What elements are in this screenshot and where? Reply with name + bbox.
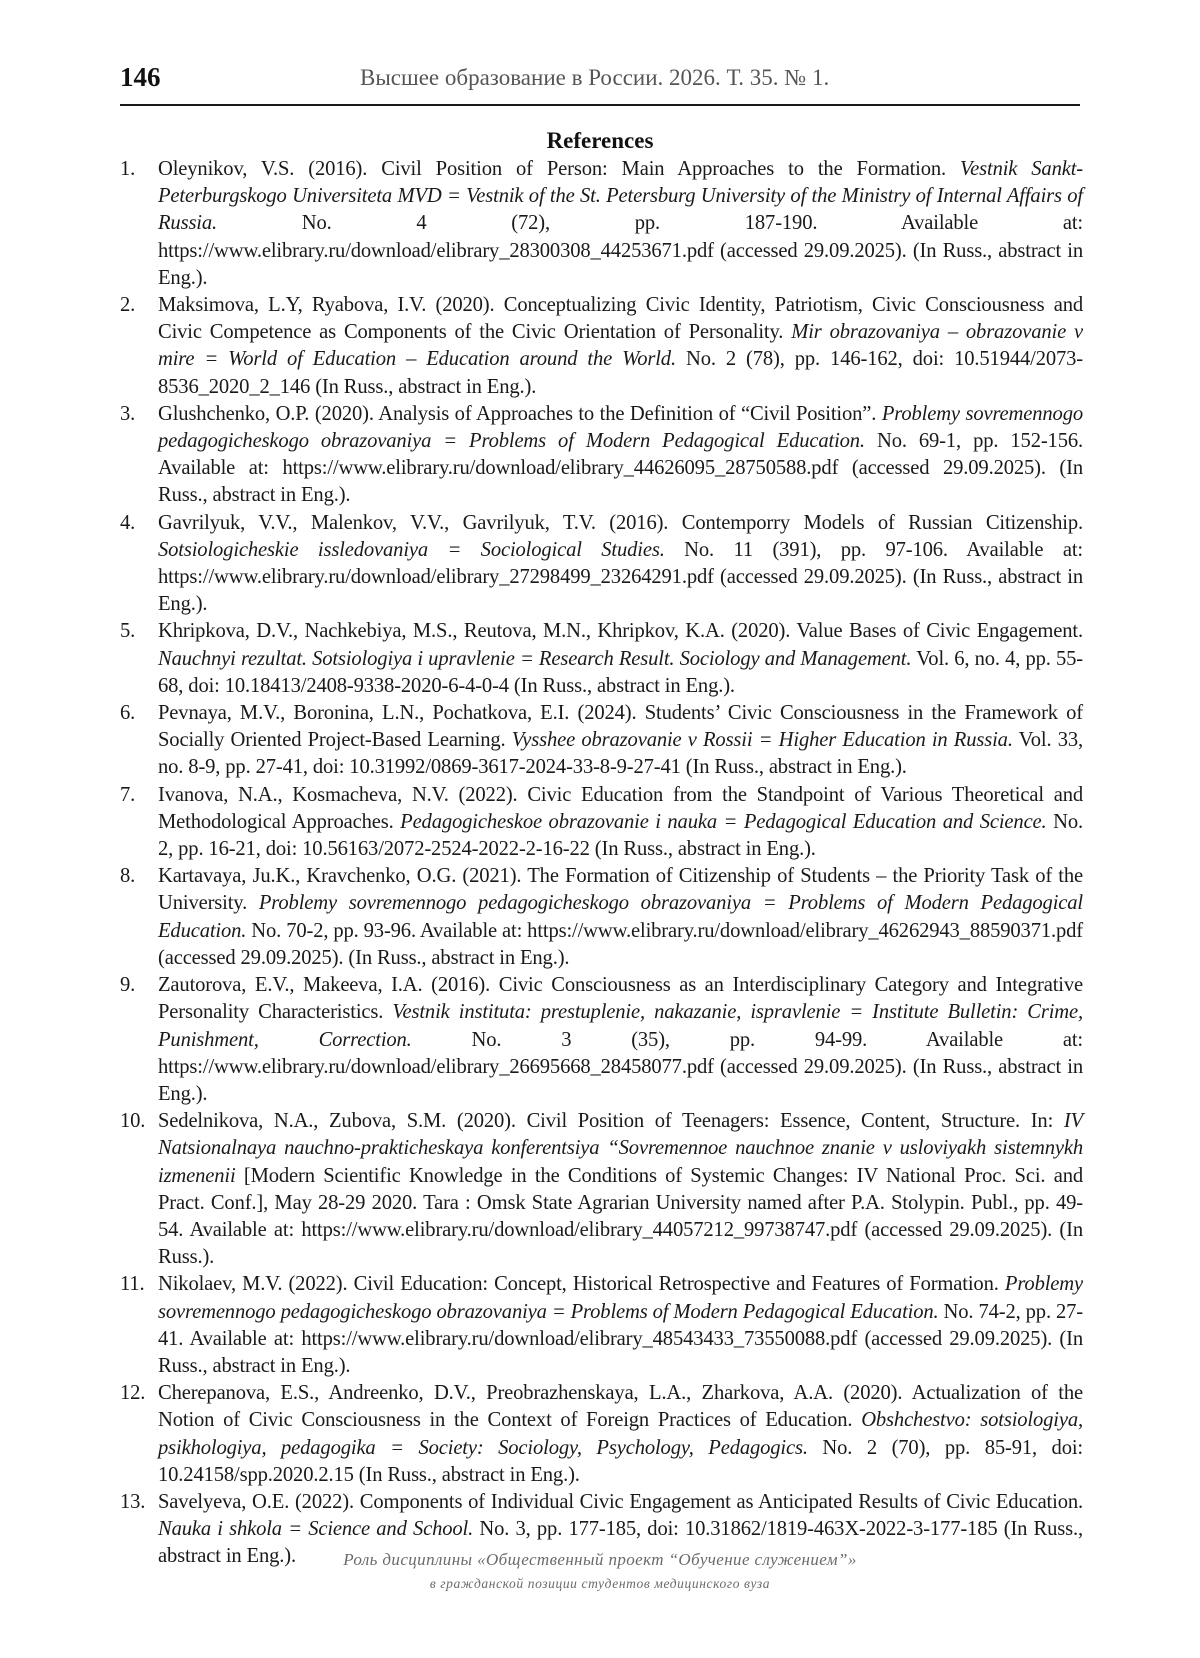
page-footer	[120, 1550, 1080, 1592]
reference-number: 8.	[120, 865, 136, 888]
reference-authors-title: Pevnaya, M.V., Boronina, L.N., Pochatkova, E.I. (2024). Students’ Civic Consciousness in the Framework of Socially Oriented Project-Based Learning.	[158, 702, 1083, 752]
section-title: References	[546, 128, 654, 153]
reference-journal: Sotsiologicheskie issledovaniya = Sociological Studies.	[158, 538, 665, 561]
reference-details: No. 74-2, pp. 27-41. Available at: https://www.elibrary.ru/download/elibrary_48543433_73550088.pdf (accessed 29.09.2025). (In Russ., abstract in Eng.).	[158, 1300, 1083, 1377]
reference-journal: Problemy sovremennogo pedagogicheskogo obrazovaniya = Problems of Modern Pedagogical Education.	[158, 892, 1083, 942]
reference-number: 9.	[120, 974, 136, 997]
reference-item	[120, 700, 1083, 782]
reference-number: 12.	[120, 1382, 146, 1405]
reference-number: 6.	[120, 702, 136, 725]
reference-item	[120, 401, 1083, 510]
reference-number: 2.	[120, 294, 136, 317]
reference-authors-title: Nikolaev, M.V. (2022). Civil Education: Concept, Historical Retrospective and Features of Formation.	[158, 1273, 1005, 1296]
page-number: 146	[120, 62, 161, 92]
page-header	[120, 58, 1080, 106]
reference-authors-title: Ivanova, N.A., Kosmacheva, N.V. (2022). Civic Education from the Standpoint of Various Theoretical and Methodological Approaches.	[158, 783, 1083, 833]
reference-journal: Vestnik instituta: prestuplenie, nakazanie, ispravlenie = Institute Bulletin: Crime, Punishment, Correction.	[158, 1001, 1083, 1051]
reference-journal: Pedagogicheskoe obrazovanie i nauka = Pedagogical Education and Science.	[400, 810, 1047, 833]
reference-journal: Problemy sovremennogo pedagogicheskogo obrazovaniya = Problems of Modern Pedagogical Education.	[158, 1273, 1083, 1323]
reference-journal: Obshchestvo: sotsiologiya, psikhologiya, pedagogika = Society: Sociology, Psychology, Pedagogics.	[158, 1409, 1083, 1459]
reference-item	[120, 1380, 1083, 1489]
reference-authors-title: Maksimova, L.Y, Ryabova, I.V. (2020). Conceptualizing Civic Identity, Patriotism, Civic Consciousness and Civic Competence as Components of the Civic Orientation of Personality.	[158, 294, 1083, 344]
reference-authors-title: Gavrilyuk, V.V., Malenkov, V.V., Gavrilyuk, T.V. (2016). Contemporry Models of Russian Citizenship.	[158, 511, 1083, 534]
footer-article-title-line2: в гражданской позиции студентов медицинского вуза	[429, 1576, 771, 1591]
reference-journal: Problemy sovremennogo pedagogicheskogo obrazovaniya = Problems of Modern Pedagogical Education.	[158, 402, 1083, 453]
running-head: Высшее образование в России. 2026. Т. 35. № 1.	[360, 65, 830, 90]
reference-number: 1.	[120, 158, 136, 180]
reference-number: 10.	[120, 1110, 146, 1133]
reference-details: Vol. 33, no. 8-9, pp. 27-41, doi: 10.31992/0869-3617-2024-33-8-9-27-41 (In Russ., abstract in Eng.).	[158, 729, 1083, 779]
reference-authors-title: Savelyeva, O.E. (2022). Components of Individual Civic Engagement as Anticipated Results of Civic Education.	[158, 1490, 1083, 1513]
reference-item	[120, 510, 1083, 619]
reference-authors-title: Cherepanova, E.S., Andreenko, D.V., Preobrazhenskaya, L.A., Zharkova, A.A. (2020). Actualization of the Notion of Civic Consciousness in the Context of Foreign Practices of Education.	[158, 1382, 1083, 1432]
reference-journal: Vestnik Sankt-Peterburgskogo Universiteta MVD = Vestnik of the St. Petersburg University of the Ministry of Internal Affairs of Russia.	[158, 158, 1083, 235]
reference-item	[120, 1108, 1083, 1271]
reference-item	[120, 782, 1083, 864]
reference-item	[120, 972, 1083, 1108]
reference-item	[120, 863, 1083, 972]
reference-item	[120, 1271, 1083, 1380]
reference-number: 4.	[120, 511, 136, 534]
reference-item	[120, 292, 1083, 401]
reference-details: [Modern Scientific Knowledge in the Conditions of Systemic Changes: IV National Proc. Sci. and Pract. Conf.], May 28-29 2020. Tara : Omsk State Agrarian University named after P.A. Stolypin. Publ., pp. 49-54. Available at: https://www.elibrary.ru/download/elibrary_44057212_99738747.pdf (accessed 29.09.2025). (In Russ.).	[158, 1164, 1083, 1269]
reference-journal: Vysshee obrazovanie v Rossii = Higher Education in Russia.	[511, 729, 1013, 752]
reference-details: No. 11 (391), pp. 97-106. Available at: https://www.elibrary.ru/download/elibrary_27298499_23264291.pdf (accessed 29.09.2025). (In Russ., abstract in Eng.).	[158, 538, 1083, 616]
reference-details: No. 70-2, pp. 93-96. Available at: https://www.elibrary.ru/download/elibrary_46262943_88590371.pdf (accessed 29.09.2025). (In Russ., abstract in Eng.).	[158, 919, 1083, 969]
reference-journal: Mir obrazovaniya – obrazovanie v mire = World of Education – Education around the World.	[158, 321, 1083, 371]
reference-authors-title: Khripkova, D.V., Nachkebiya, M.S., Reutova, M.N., Khripkov, K.A. (2020). Value Bases of Civic Engagement.	[158, 620, 1083, 643]
reference-details: No. 69-1, pp. 152-156. Available at: https://www.elibrary.ru/download/elibrary_44626095_28750588.pdf (accessed 29.09.2025). (In Russ., abstract in Eng.).	[158, 430, 1083, 507]
reference-details: Vol. 6, no. 4, pp. 55-68, doi: 10.18413/2408-9338-2020-6-4-0-4 (In Russ., abstract in Eng.).	[158, 647, 1084, 697]
reference-item	[120, 618, 1083, 700]
reference-number: 5.	[120, 620, 136, 643]
reference-authors-title: Glushchenko, O.P. (2020). Analysis of Approaches to the Definition of “Civil Position”.	[158, 402, 882, 425]
reference-authors-title: Oleynikov, V.S. (2016). Civil Position of Person: Main Approaches to the Formation.	[158, 158, 960, 180]
reference-authors-title: Kartavaya, Ju.K., Kravchenko, O.G. (2021). The Formation of Citizenship of Students – the Priority Task of the University.	[158, 865, 1083, 915]
reference-journal: Nauchnyi rezultat. Sotsiologiya i upravlenie = Research Result. Sociology and Management.	[158, 647, 912, 670]
reference-journal: Nauka i shkola = Science and School.	[158, 1518, 474, 1541]
reference-details: No. 2 (70), pp. 85-91, doi: 10.24158/spp.2020.2.15 (In Russ., abstract in Eng.).	[158, 1436, 1083, 1486]
reference-journal: IV Natsionalnaya nauchno-prakticheskaya konferentsiya “Sovremennoe nauchnoe znanie v usloviyakh sistemnykh izmenenii	[158, 1110, 1083, 1187]
reference-authors-title: Sedelnikova, N.A., Zubova, S.M. (2020). Civil Position of Teenagers: Essence, Content, Structure. In:	[158, 1110, 1064, 1133]
reference-details: No. 3 (35), pp. 94-99. Available at: https://www.elibrary.ru/download/elibrary_26695668_28458077.pdf (accessed 29.09.2025). (In Russ., abstract in Eng.).	[158, 1028, 1083, 1105]
reference-number: 7.	[120, 783, 136, 806]
reference-item	[120, 156, 1083, 292]
reference-details: No. 2 (78), pp. 146-162, doi: 10.51944/2073-8536_2020_2_146 (In Russ., abstract in Eng.).	[158, 348, 1084, 398]
reference-number: 11.	[120, 1273, 145, 1296]
reference-details: No. 2, pp. 16-21, doi: 10.56163/2072-2524-2022-2-16-22 (In Russ., abstract in Eng.).	[158, 810, 1083, 861]
reference-list	[120, 156, 1083, 1571]
reference-details: No. 3, pp. 177-185, doi: 10.31862/1819-463X-2022-3-177-185 (In Russ., abstract in Eng.).	[158, 1518, 1084, 1568]
reference-authors-title: Zautorova, E.V., Makeeva, I.A. (2016). Civic Consciousness as an Interdisciplinary Category and Integrative Personality Characteristics.	[158, 974, 1083, 1024]
reference-number: 3.	[120, 402, 136, 425]
reference-number: 13.	[120, 1490, 146, 1513]
reference-details: No. 4 (72), pp. 187-190. Available at: https://www.elibrary.ru/download/elibrary_28300308_44253671.pdf (accessed 29.09.2025). (In Russ., abstract in Eng.).	[158, 212, 1083, 289]
footer-article-title-line1: Роль дисциплины «Общественный проект “Обучение служением”»	[343, 1550, 857, 1569]
